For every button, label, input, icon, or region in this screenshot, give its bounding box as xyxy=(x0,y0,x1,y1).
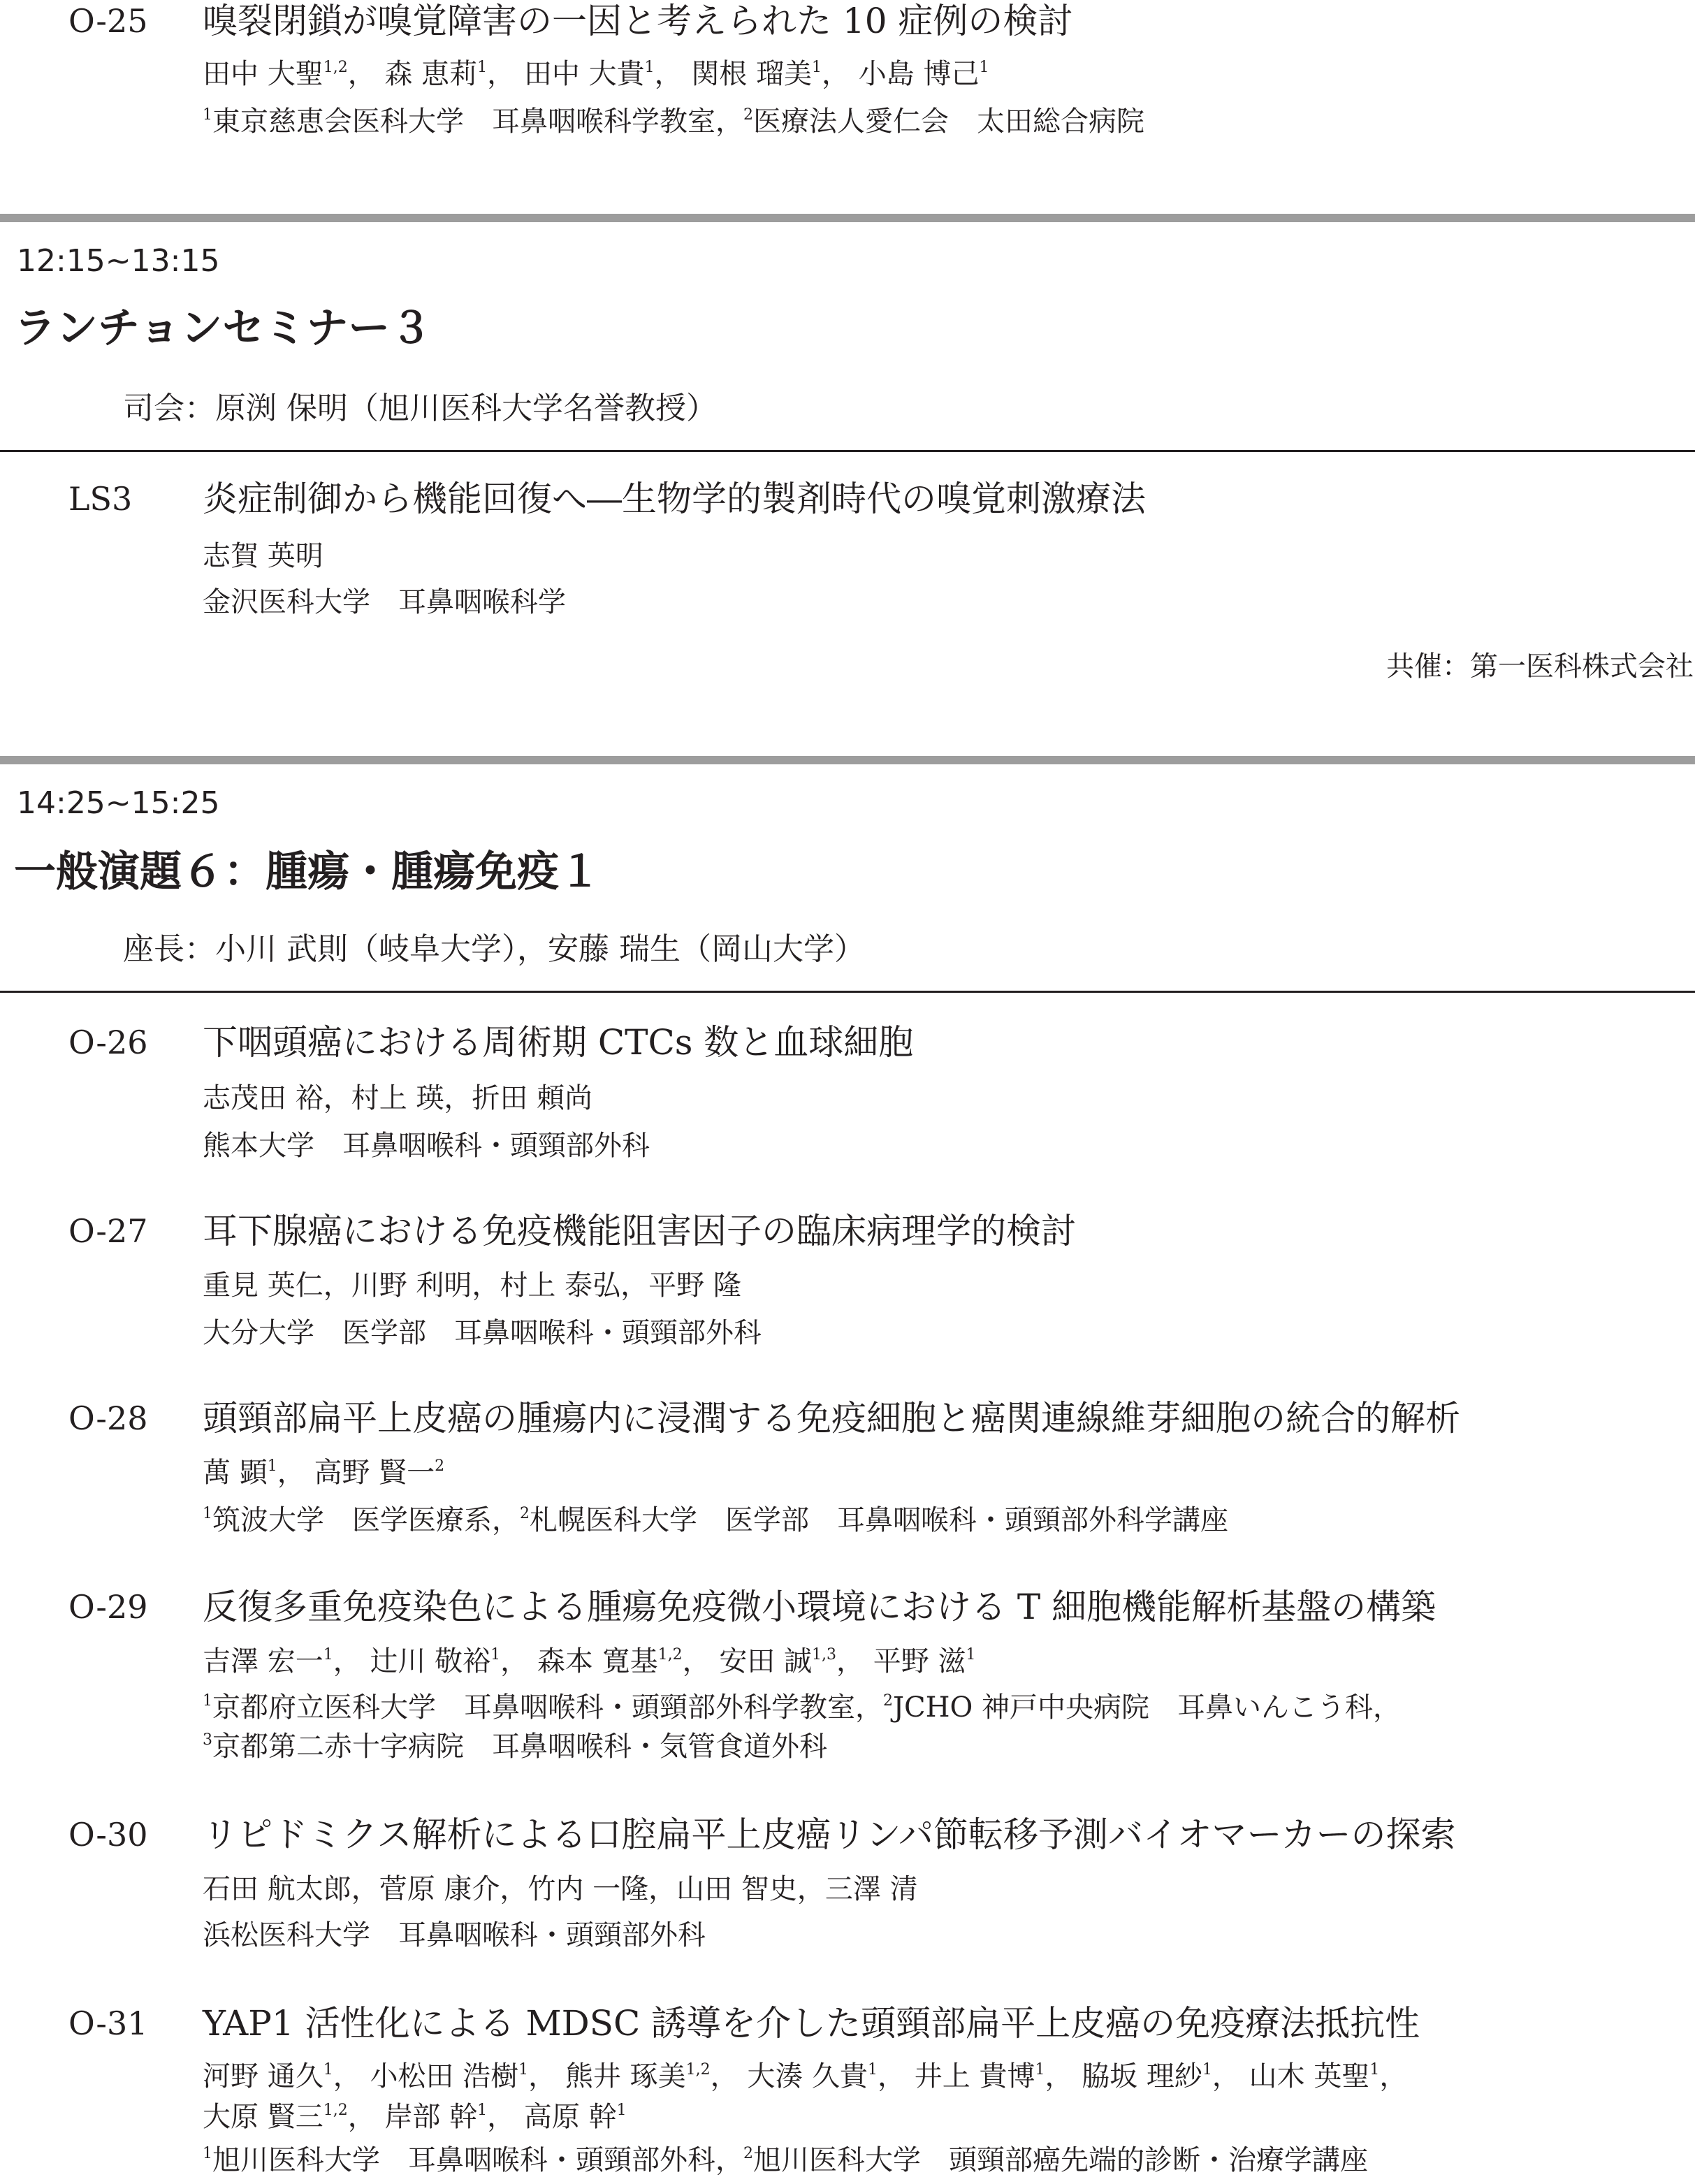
author: 吉澤 宏一 xyxy=(203,1645,323,1677)
author: 大湊 久貴 xyxy=(747,2060,868,2092)
affiliation-mark: 2 xyxy=(520,1505,530,1522)
author-affiliation-mark: 1 xyxy=(812,59,822,76)
abstract-title: 反復多重免疫染色による腫瘍免疫微小環境における T 細胞機能解析基盤の構築 xyxy=(203,1587,1436,1627)
affiliation-mark: 1 xyxy=(203,2145,212,2162)
speaker: 志賀 英明 xyxy=(203,540,323,572)
author-list: 吉澤 宏一$^1$， 辻川 敬裕$^1$， 森本 寛基$^{1,2}$， 安田 誠$^{1,3}$， 平野 滋$^1$ xyxy=(203,1645,976,1677)
affiliation: 京都府立医科大学 耳鼻咽喉科・頭頸部外科学教室 xyxy=(212,1691,855,1724)
author: 小島 博己 xyxy=(858,58,980,90)
affiliation-mark: 2 xyxy=(743,2145,753,2162)
author: 萬 顕 xyxy=(203,1457,268,1489)
affiliation: 大分大学 医学部 耳鼻咽喉科・頭頸部外科 xyxy=(203,1317,762,1349)
author-list: 河野 通久$^1$， 小松田 浩樹$^1$， 熊井 琢美$^{1,2}$， 大湊 久貴$^1$， 井上 貴博$^1$， 脇坂 理紗$^1$， 山木 英聖$^1$， xyxy=(203,2060,1408,2092)
author: 森本 寛基 xyxy=(537,1645,658,1677)
author-affiliation-mark: 1 xyxy=(518,2061,529,2079)
abstract-code: O-30 xyxy=(68,1816,148,1854)
author: 井上 貴博 xyxy=(914,2060,1035,2092)
author-affiliation-mark: 1,3 xyxy=(812,1646,837,1664)
affiliation-mark: 3 xyxy=(203,1731,212,1749)
affiliation: 熊本大学 耳鼻咽喉科・頭頸部外科 xyxy=(203,1130,650,1162)
affiliation-mark: 2 xyxy=(743,106,753,124)
author: 森 恵莉 xyxy=(384,58,478,90)
session-title: ランチョンセミナー３ xyxy=(14,304,432,353)
author-affiliation-mark: 1,2 xyxy=(323,59,348,76)
author: 田中 大聖 xyxy=(203,58,323,90)
abstract-title: 嗅裂閉鎖が嗅覚障害の一因と考えられた 10 症例の検討 xyxy=(203,1,1073,41)
session-time: 14:25~15:25 xyxy=(17,785,220,821)
section-divider xyxy=(0,756,1695,764)
author-affiliation-mark: 1 xyxy=(966,1646,976,1664)
affiliation-list: $^1$京都府立医科大学 耳鼻咽喉科・頭頸部外科学教室，$^2$JCHO 神戸中央病院 耳鼻いんこう科， xyxy=(203,1691,1402,1724)
author: 大原 賢三 xyxy=(203,2101,323,2133)
author: 関根 瑠美 xyxy=(691,58,813,90)
abstract-title: YAP1 活性化による MDSC 誘導を介した頭頸部扁平上皮癌の免疫療法抵抗性 xyxy=(203,2003,1420,2044)
author: 平野 滋 xyxy=(873,1645,966,1677)
affiliation: 京都第二赤十字病院 耳鼻咽喉科・気管食道外科 xyxy=(212,1731,827,1763)
abstract-title: 下咽頭癌における周術期 CTCs 数と血球細胞 xyxy=(203,1022,914,1063)
author-list: 萬 顕$^1$， 高野 賢一$^2$ xyxy=(203,1457,445,1489)
author: 安田 誠 xyxy=(719,1645,813,1677)
section-divider xyxy=(0,214,1695,222)
author-affiliation-mark: 1 xyxy=(1035,2061,1045,2079)
abstract-code: O-29 xyxy=(68,1588,148,1626)
affiliation: 東京慈恵会医科大学 耳鼻咽喉科学教室 xyxy=(212,105,715,138)
author: 小松田 浩樹 xyxy=(370,2060,519,2092)
abstract-title: 耳下腺癌における免疫機能阻害因子の臨床病理学的検討 xyxy=(203,1211,1076,1251)
author: 田中 大貴 xyxy=(523,58,645,90)
affiliation-list xyxy=(203,1728,827,1765)
affiliation: 筑波大学 医学医療系 xyxy=(212,1504,492,1536)
session-time: 12:15~13:15 xyxy=(17,243,220,279)
author-affiliation-mark: 1 xyxy=(616,2102,627,2119)
author-affiliation-mark: 1 xyxy=(323,2061,333,2079)
session-chair: 座長：小川 武則（岐阜大学），安藤 瑞生（岡山大学） xyxy=(123,931,865,967)
author: 脇坂 理紗 xyxy=(1082,2060,1202,2092)
author-affiliation-mark: 1,2 xyxy=(657,1646,683,1664)
affiliation-list: $^1$筑波大学 医学医療系，$^2$札幌医科大学 医学部 耳鼻咽喉科・頭頸部外科学講座 xyxy=(203,1504,1228,1536)
author-affiliation-mark: 1 xyxy=(1202,2061,1212,2079)
author-affiliation-mark: 1 xyxy=(490,1646,501,1664)
affiliation: JCHO 神戸中央病院 耳鼻いんこう科 xyxy=(893,1691,1374,1724)
author-affiliation-mark: 1 xyxy=(644,59,655,76)
author-list: 田中 大聖$^{1,2}$， 森 恵莉$^1$， 田中 大貴$^1$， 関根 瑠美$^1$， 小島 博己$^1$ xyxy=(203,58,989,90)
abstract-code: O-27 xyxy=(68,1212,148,1250)
abstract-code: O-25 xyxy=(68,2,148,40)
author-affiliation-mark: 1,2 xyxy=(323,2102,348,2119)
affiliation: 金沢医科大学 耳鼻咽喉科学 xyxy=(203,586,566,618)
author-list: 大原 賢三$^{1,2}$， 岸部 幹$^1$， 高原 幹$^1$ xyxy=(203,2101,627,2133)
affiliation: 医療法人愛仁会 太田総合病院 xyxy=(753,105,1144,138)
author: 辻川 敬裕 xyxy=(370,1645,491,1677)
author-affiliation-mark: 1 xyxy=(477,59,488,76)
author-affiliation-mark: 1 xyxy=(477,2102,488,2119)
affiliation-list: $^1$旭川医科大学 耳鼻咽喉科・頭頸部外科，$^2$旭川医科大学 頭頸部癌先端的診断・治療学講座 xyxy=(203,2144,1368,2176)
author-affiliation-mark: 2 xyxy=(435,1457,445,1475)
author-affiliation-mark: 1 xyxy=(868,2061,878,2079)
affiliation-mark: 1 xyxy=(203,106,212,124)
abstract-title: リピドミクス解析による口腔扁平上皮癌リンパ節転移予測バイオマーカーの探索 xyxy=(203,1814,1456,1855)
author: 高野 賢一 xyxy=(314,1457,435,1489)
affiliation: 旭川医科大学 頭頸部癌先端的診断・治療学講座 xyxy=(753,2144,1368,2176)
abstract-title: 頭頸部扁平上皮癌の腫瘍内に浸潤する免疫細胞と癌関連線維芽細胞の統合的解析 xyxy=(203,1398,1460,1439)
author-list: 重見 英仁，川野 利明，村上 泰弘，平野 隆 xyxy=(203,1269,741,1302)
session-header-rule xyxy=(0,991,1695,993)
author: 高原 幹 xyxy=(523,2101,617,2133)
affiliation: 札幌医科大学 医学部 耳鼻咽喉科・頭頸部外科学講座 xyxy=(530,1504,1228,1536)
session-title: 一般演題６：腫瘍・腫瘍免疫１ xyxy=(14,847,601,896)
affiliation: 旭川医科大学 耳鼻咽喉科・頭頸部外科 xyxy=(212,2144,715,2176)
cosponsor: 共催：第一医科株式会社 xyxy=(1386,650,1694,683)
author-affiliation-mark: 1,2 xyxy=(685,2061,711,2079)
author: 熊井 琢美 xyxy=(565,2060,686,2092)
abstract-title: 炎症制御から機能回復へ―生物学的製剤時代の嗅覚刺激療法 xyxy=(203,479,1146,519)
author-affiliation-mark: 1 xyxy=(323,1646,333,1664)
affiliation-mark: 2 xyxy=(883,1692,893,1710)
author: 河野 通久 xyxy=(203,2060,323,2092)
affiliation: 浜松医科大学 耳鼻咽喉科・頭頸部外科 xyxy=(203,1919,706,1951)
affiliation-list: $^1$東京慈恵会医科大学 耳鼻咽喉科学教室，$^2$医療法人愛仁会 太田総合病院 xyxy=(203,105,1144,138)
author-affiliation-mark: 1 xyxy=(267,1457,277,1475)
affiliation-mark: 1 xyxy=(203,1505,212,1522)
author-affiliation-mark: 1 xyxy=(979,59,989,76)
affiliation-mark: 1 xyxy=(203,1692,212,1710)
abstract-code: LS3 xyxy=(68,480,133,518)
abstract-code: O-28 xyxy=(68,1399,148,1437)
abstract-code: O-31 xyxy=(68,2004,148,2042)
author-list: 志茂田 裕，村上 瑛，折田 頼尚 xyxy=(203,1082,593,1114)
author: 山木 英聖 xyxy=(1249,2060,1370,2092)
abstract-code: O-26 xyxy=(68,1024,148,1061)
author: 岸部 幹 xyxy=(384,2101,478,2133)
session-chair: 司会：原渕 保明（旭川医科大学名誉教授） xyxy=(123,391,717,426)
author-list: 石田 航太郎，菅原 康介，竹内 一隆，山田 智史，三澤 清 xyxy=(203,1873,918,1905)
session-header-rule xyxy=(0,450,1695,452)
author-affiliation-mark: 1 xyxy=(1369,2061,1380,2079)
